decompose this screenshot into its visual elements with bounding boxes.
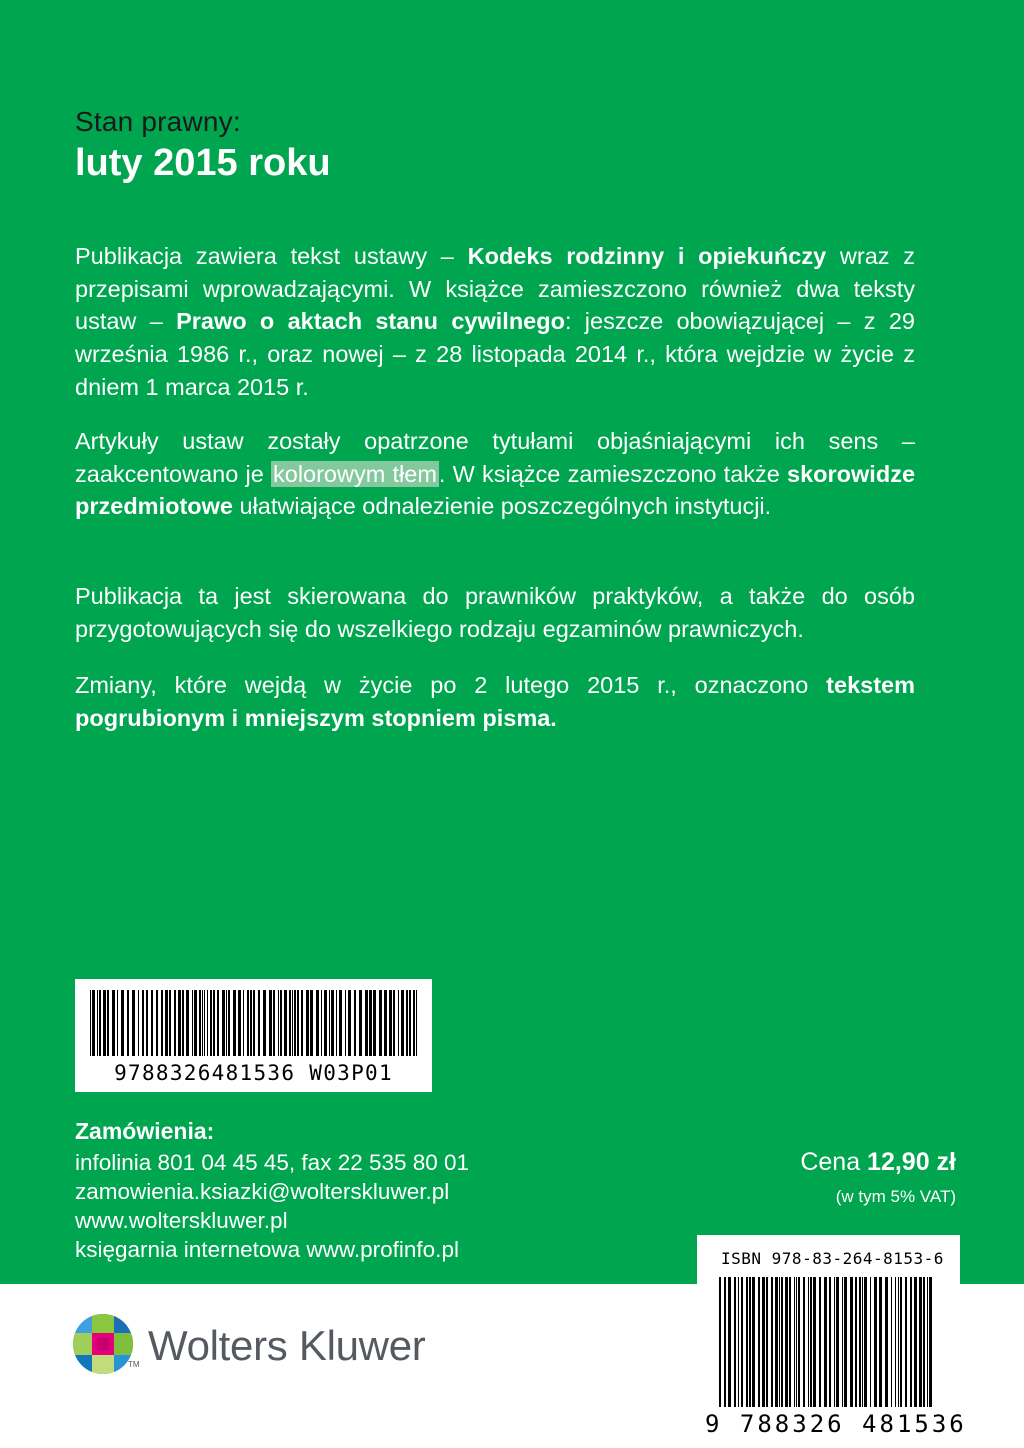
p1-text-2: wraz z przepisami wprowadzającymi. W książce zamieszczono również dwa teksty ustaw – bbox=[75, 243, 915, 335]
barcode-bar bbox=[779, 1277, 780, 1407]
p1-bold-act-title: Prawo o aktach stanu cywilnego bbox=[176, 308, 565, 335]
barcode-bar bbox=[808, 1277, 809, 1407]
barcode-bar bbox=[734, 1277, 736, 1407]
barcode-bar bbox=[406, 990, 408, 1056]
barcode-bar bbox=[213, 990, 215, 1056]
isbn-label: ISBN 978-83-264-8153-6 bbox=[721, 1249, 944, 1268]
barcode-bar bbox=[258, 990, 260, 1056]
barcode-bar bbox=[844, 1277, 847, 1407]
description-paragraph-2 bbox=[75, 425, 915, 523]
barcode-bar bbox=[90, 990, 91, 1056]
barcode-bar bbox=[354, 990, 356, 1056]
barcode-bar bbox=[174, 990, 176, 1056]
barcode-bar bbox=[393, 990, 395, 1056]
barcode-bar bbox=[864, 1277, 867, 1407]
barcode-bar bbox=[107, 990, 109, 1056]
isbn-barcode-bars bbox=[719, 1277, 935, 1407]
barcode-bar bbox=[247, 990, 249, 1056]
barcode-bar bbox=[829, 1277, 831, 1407]
barcode-bar bbox=[273, 990, 275, 1056]
barcode-bar bbox=[199, 990, 201, 1056]
legal-status-label: Stan prawny: bbox=[75, 106, 241, 137]
barcode-bar bbox=[253, 990, 255, 1056]
price-prefix: Cena bbox=[800, 1148, 868, 1176]
barcode-bar bbox=[898, 1277, 899, 1407]
barcode-bar bbox=[379, 990, 382, 1056]
barcode-bar bbox=[339, 990, 342, 1056]
barcode-bar bbox=[874, 1277, 877, 1407]
barcode-bar bbox=[914, 1277, 917, 1407]
p2-text-3: ułatwiające odnalezienie poszczególnych instytucji. bbox=[232, 493, 772, 520]
barcode-bar bbox=[329, 990, 330, 1056]
barcode-bar bbox=[365, 990, 368, 1056]
barcode-bar bbox=[142, 990, 144, 1056]
orders-online-bookstore: księgarnia internetowa www.profinfo.pl bbox=[75, 1237, 459, 1262]
orders-website: www.wolterskluwer.pl bbox=[75, 1208, 288, 1233]
barcode-bar bbox=[348, 990, 351, 1056]
orders-email: zamowienia.ksiazki@wolterskluwer.pl bbox=[75, 1179, 450, 1204]
barcode-bar bbox=[758, 1277, 760, 1407]
barcode-bar bbox=[217, 990, 219, 1056]
barcode-bar bbox=[121, 990, 124, 1056]
description-paragraph-1 bbox=[75, 240, 915, 404]
p2-bold-index: skorowidze przedmiotowe bbox=[75, 460, 916, 520]
barcode-bar bbox=[927, 1277, 928, 1407]
barcode-bar bbox=[859, 1277, 861, 1407]
barcode-bar bbox=[238, 990, 241, 1056]
barcode-bar bbox=[834, 1277, 835, 1407]
barcode-bar bbox=[752, 1277, 755, 1407]
barcode-bar bbox=[331, 990, 334, 1056]
barcode-bar bbox=[803, 1277, 805, 1407]
barcode-bar bbox=[836, 1277, 839, 1407]
p1-text-3: : jeszcze obowiązującej – z 29 września 1986 r., oraz nowej – z 28 listopada 2014 r., która wejdzie w życie z dniem 1 marca 2015 r. bbox=[75, 308, 915, 400]
p3-text-1: Publikacja ta jest skierowana do prawników praktyków, a także do osób przygotowujących się do wszelkiego rodzaju egzaminów prawniczych. bbox=[75, 583, 915, 642]
barcode-bar bbox=[99, 990, 101, 1056]
barcode-bar bbox=[194, 990, 197, 1056]
barcode-bar bbox=[798, 1277, 800, 1407]
barcode-bar bbox=[719, 1277, 721, 1407]
barcode-bar bbox=[862, 1277, 863, 1407]
barcode-bar bbox=[923, 1277, 925, 1407]
barcode-bar bbox=[289, 990, 291, 1056]
barcode-bar bbox=[785, 1277, 788, 1407]
barcode-bar bbox=[870, 1277, 871, 1407]
barcode-bar bbox=[301, 990, 303, 1056]
price-amount: 12,90 zł bbox=[867, 1148, 956, 1176]
isbn-barcode-number: 9 788326 481536 bbox=[705, 1410, 967, 1438]
barcode-bar bbox=[280, 990, 282, 1056]
barcode-bar bbox=[789, 1277, 791, 1407]
p1-text-1: Publikacja zawiera tekst ustawy – bbox=[75, 243, 468, 269]
barcode-bar bbox=[373, 990, 376, 1056]
barcode-bar bbox=[359, 990, 362, 1056]
barcode-bar bbox=[146, 990, 148, 1056]
barcode-bar bbox=[336, 990, 337, 1056]
barcode-bar bbox=[210, 990, 212, 1056]
barcode-bar bbox=[207, 990, 208, 1056]
barcode-bar bbox=[278, 990, 279, 1056]
barcode-bar bbox=[204, 990, 205, 1056]
barcode-bar bbox=[97, 990, 98, 1056]
barcode-bar bbox=[169, 990, 171, 1056]
barcode-bar bbox=[132, 990, 135, 1056]
barcode-bar bbox=[138, 990, 139, 1056]
barcode-bar bbox=[766, 1277, 768, 1407]
barcode-bar bbox=[178, 990, 181, 1056]
orders-phone-fax: infolinia 801 04 45 45, fax 22 535 80 01 bbox=[75, 1150, 470, 1175]
internal-barcode bbox=[75, 979, 432, 1092]
barcode-bar bbox=[117, 990, 118, 1056]
barcode-bar bbox=[741, 1277, 743, 1407]
barcode-bar bbox=[879, 1277, 882, 1407]
barcode-bar bbox=[161, 990, 163, 1056]
price-vat-note: (w tym 5% VAT) bbox=[835, 1187, 956, 1206]
p2-highlighted-text: kolorowym tłem bbox=[273, 460, 437, 487]
barcode-bar bbox=[401, 990, 404, 1056]
description-paragraph-4 bbox=[75, 669, 915, 734]
barcode-bar bbox=[243, 990, 244, 1056]
barcode-bar bbox=[269, 990, 272, 1056]
orders-heading: Zamówienia: bbox=[75, 1118, 215, 1144]
barcode-bar bbox=[345, 990, 346, 1056]
barcode-bar bbox=[310, 990, 313, 1056]
barcode-bar bbox=[156, 990, 158, 1056]
barcode-bar bbox=[324, 990, 327, 1056]
barcode-bar bbox=[895, 1277, 896, 1407]
barcode-bar bbox=[292, 990, 293, 1056]
barcode-bar bbox=[389, 990, 392, 1056]
barcode-bar bbox=[250, 990, 252, 1056]
barcode-bar bbox=[855, 1277, 857, 1407]
barcode-bar bbox=[796, 1277, 797, 1407]
barcode-bar bbox=[192, 990, 193, 1056]
trademark-mark: TM bbox=[128, 1360, 140, 1369]
barcode-bar bbox=[762, 1277, 765, 1407]
barcode-bar bbox=[186, 990, 189, 1056]
brand-name: Wolters Kluwer bbox=[148, 1322, 426, 1369]
barcode-bar bbox=[398, 990, 399, 1056]
barcode-bar bbox=[929, 1277, 932, 1407]
barcode-bar bbox=[222, 990, 225, 1056]
barcode-bar bbox=[369, 990, 372, 1056]
barcode-bar bbox=[306, 990, 309, 1056]
barcode-bar bbox=[910, 1277, 912, 1407]
barcode-bar bbox=[92, 990, 95, 1056]
barcode-bar bbox=[746, 1277, 748, 1407]
p4-text-1: Zmiany, które wejdą w życie po 2 lutego 2015 r., oznaczono bbox=[75, 672, 827, 698]
barcode-bar bbox=[794, 1277, 795, 1407]
barcode-bar bbox=[905, 1277, 907, 1407]
barcode-bar bbox=[819, 1277, 821, 1407]
barcode-bar bbox=[409, 990, 411, 1056]
barcode-bar bbox=[781, 1277, 783, 1407]
wolters-kluwer-globe-icon bbox=[72, 1313, 134, 1375]
barcode-bar bbox=[728, 1277, 731, 1407]
barcode-bar bbox=[738, 1277, 739, 1407]
barcode-bar bbox=[233, 990, 236, 1056]
price-label bbox=[800, 1148, 956, 1177]
barcode-bar bbox=[749, 1277, 751, 1407]
barcode-bar bbox=[182, 990, 184, 1056]
isbn-barcode bbox=[697, 1235, 967, 1448]
barcode-bar bbox=[724, 1277, 726, 1407]
barcode-bar bbox=[384, 990, 387, 1056]
barcode-bar bbox=[850, 1277, 853, 1407]
legal-status-date: luty 2015 roku bbox=[75, 142, 331, 184]
barcode-bar bbox=[824, 1277, 827, 1407]
barcode-bar bbox=[112, 990, 115, 1056]
barcode-bar bbox=[885, 1277, 888, 1407]
barcode-bar bbox=[413, 990, 415, 1056]
barcode-bar bbox=[316, 990, 319, 1056]
barcode-bar bbox=[919, 1277, 922, 1407]
barcode-bar bbox=[228, 990, 230, 1056]
barcode-bar bbox=[297, 990, 299, 1056]
internal-barcode-number: 9788326481536 W03P01 bbox=[114, 1061, 393, 1085]
barcode-bar bbox=[813, 1277, 816, 1407]
barcode-bar bbox=[321, 990, 322, 1056]
barcode-bar bbox=[810, 1277, 812, 1407]
barcode-bar bbox=[284, 990, 287, 1056]
p4-bold-text: tekstem pogrubionym i mniejszym stopniem pisma. bbox=[75, 672, 915, 731]
description-paragraph-3 bbox=[75, 580, 915, 645]
barcode-bar bbox=[103, 990, 106, 1056]
barcode-bar bbox=[263, 990, 266, 1056]
barcode-bar bbox=[202, 990, 203, 1056]
barcode-bar bbox=[416, 990, 417, 1056]
barcode-bar bbox=[891, 1277, 892, 1407]
barcode-bar bbox=[226, 990, 227, 1056]
p2-text-2: . W książce zamieszczono także bbox=[438, 460, 788, 487]
barcode-bar bbox=[151, 990, 153, 1056]
barcode-bar bbox=[900, 1277, 902, 1407]
barcode-bar bbox=[775, 1277, 778, 1407]
internal-barcode-bars bbox=[90, 990, 417, 1056]
p2-text-1: Artykuły ustaw zostały opatrzone tytułami objaśniającymi ich sens – zaakcentowano je bbox=[75, 428, 915, 487]
barcode-bar bbox=[165, 990, 168, 1056]
barcode-bar bbox=[294, 990, 296, 1056]
barcode-bar bbox=[842, 1277, 843, 1407]
p1-bold-code-title: Kodeks rodzinny i opiekuńczy bbox=[467, 243, 827, 269]
barcode-bar bbox=[771, 1277, 773, 1407]
barcode-bar bbox=[127, 990, 129, 1056]
